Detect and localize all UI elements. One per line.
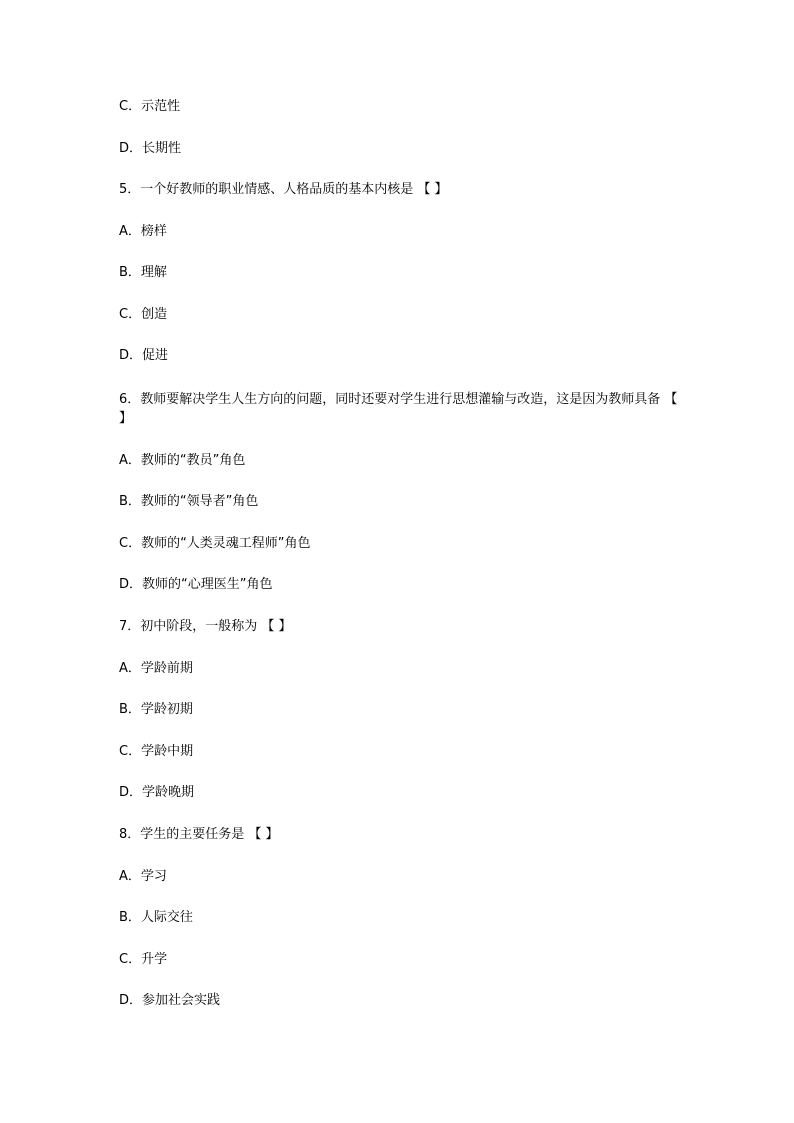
question-7: 7．初中阶段，一般称为 【 】	[119, 619, 292, 634]
option-a-q5: A．榜样	[119, 224, 167, 239]
option-c-q6: C．教师的“人类灵魂工程师”角色	[119, 536, 311, 551]
option-b-q5: B．理解	[119, 265, 167, 280]
option-d-q8: D．参加社会实践	[119, 993, 221, 1008]
option-b-q6: B．教师的“领导者”角色	[119, 494, 259, 509]
option-d-q6: D．教师的“心理医生”角色	[119, 577, 273, 592]
option-a-q7: A．学龄前期	[119, 661, 193, 676]
question-5: 5．一个好教师的职业情感、人格品质的基本内核是 【 】	[119, 182, 448, 197]
question-6: 6．教师要解决学生人生方向的问题，同时还要对学生进行思想灌输与改造，这是因为教师具备 【 】	[119, 392, 678, 426]
option-a-q8: A．学习	[119, 869, 167, 884]
option-c-q7: C．学龄中期	[119, 744, 194, 759]
option-d-q7: D．学龄晚期	[119, 785, 195, 800]
option-c-q5: C．创造	[119, 307, 168, 322]
option-d-q4: D．长期性	[119, 141, 182, 156]
option-a-q6: A．教师的“教员”角色	[119, 453, 246, 468]
option-c-q8: C．升学	[119, 952, 168, 967]
option-b-q7: B．学龄初期	[119, 702, 193, 717]
question-8: 8．学生的主要任务是 【 】	[119, 827, 279, 842]
option-c-q4: C．示范性	[119, 99, 181, 114]
option-d-q5: D．促进	[119, 348, 169, 363]
option-b-q8: B．人际交往	[119, 910, 193, 925]
